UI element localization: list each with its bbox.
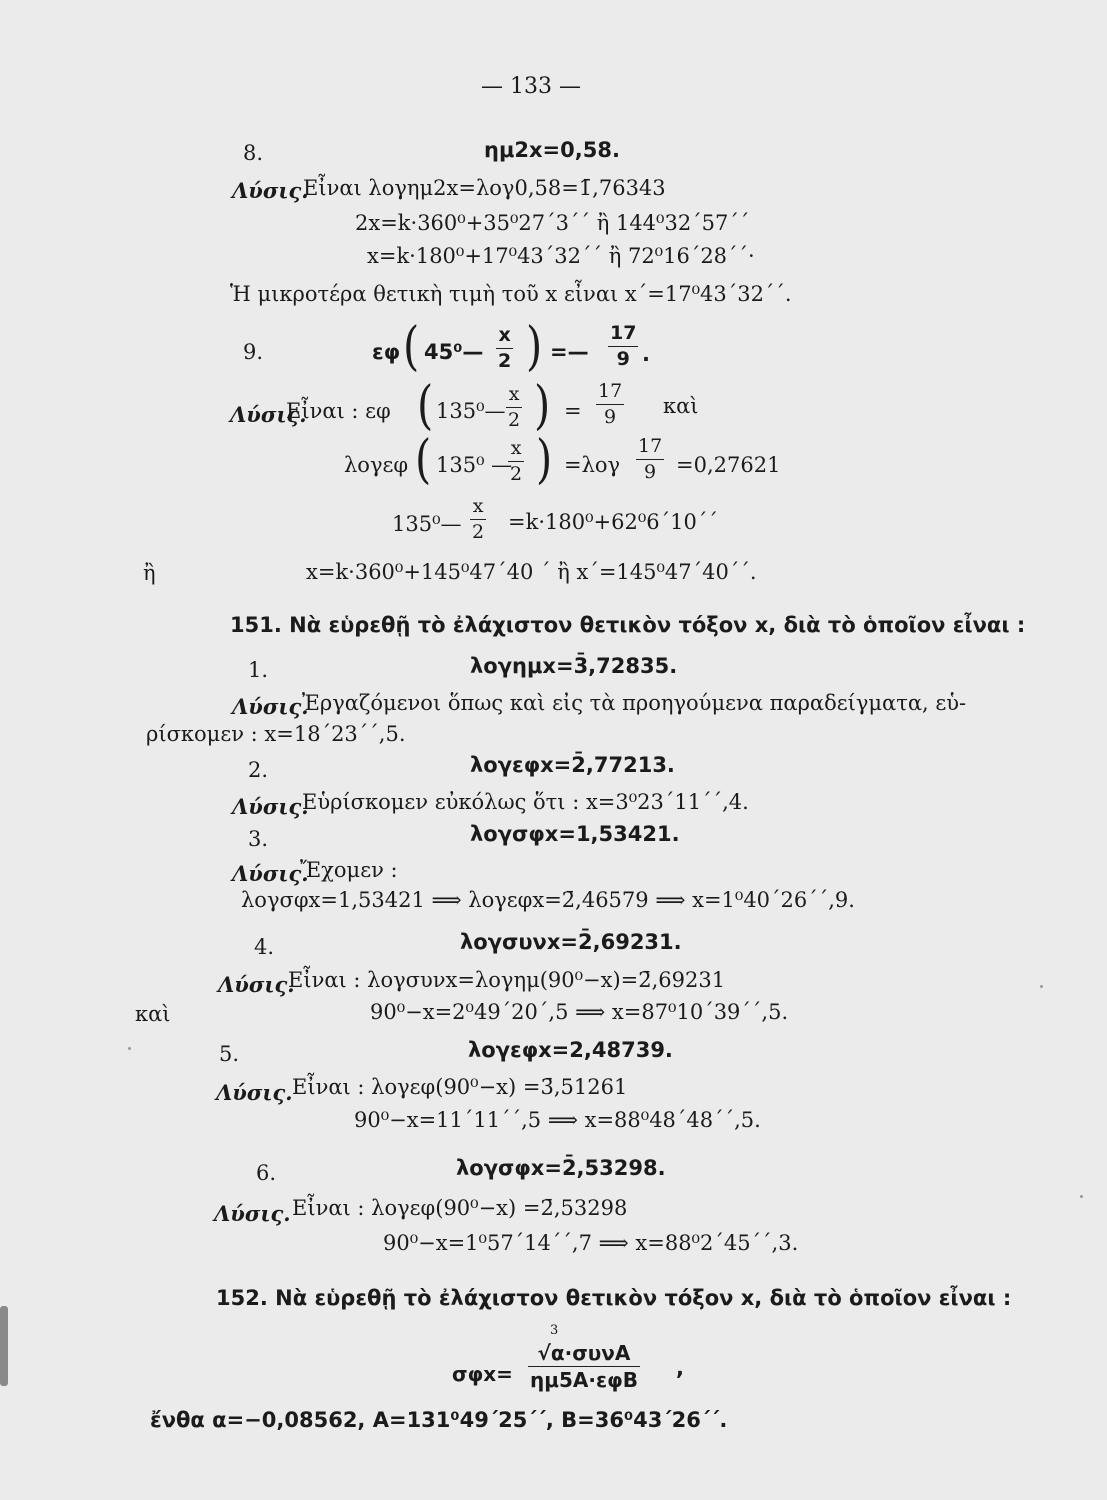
fraction-denominator: 2 (508, 409, 521, 431)
solution-label: Λύσις. (232, 861, 309, 886)
scan-speck (1080, 1195, 1083, 1198)
formula-lhs: σφx= (452, 1362, 513, 1386)
solution-label: Λύσις. (214, 1201, 291, 1226)
problem-8-line-3: x=k·180⁰+17⁰43΄32΄΄ ἢ 72⁰16΄28΄΄· (367, 244, 755, 268)
problem-9-line-1-c: = (564, 399, 582, 423)
fraction-numerator: 17 (610, 322, 637, 344)
fraction-denominator: 9 (608, 346, 638, 369)
formula-denominator: ημ5A·εφB (530, 1368, 638, 1392)
problem-8-number: 8. (243, 141, 264, 165)
scan-speck (128, 1047, 131, 1050)
solution-label: Λύσις. (232, 178, 309, 203)
problem-9-eq-func: εφ (372, 340, 401, 364)
item-6-number: 6. (256, 1161, 277, 1185)
problem-8-line-1: Εἶναι λογημ2x=λογ0,58=1̄,76343 (303, 176, 666, 200)
item-1-text-2: ρίσκομεν : x=18΄23΄΄,5. (146, 722, 406, 746)
item-1-equation: λογημx=3̄,72835. (470, 654, 678, 678)
fraction-17-over-9 (596, 382, 624, 427)
item-1-text: Ἐργαζόμενοι ὅπως καὶ εἰς τὰ προηγούμενα παραδείγματα, εὑ- (302, 691, 967, 715)
fraction-x-over-2 (496, 326, 513, 371)
formula-numerator: √α·συνA (537, 1341, 631, 1365)
fraction-numerator: x (508, 383, 520, 405)
problem-9-line-2-b: 135⁰ — (436, 453, 513, 477)
problem-8-equation: ημ2x=0,58. (484, 138, 620, 162)
fraction-denominator: 9 (596, 404, 624, 427)
page-number: — 133 — (481, 74, 581, 99)
problem-9-line-1-b: 135⁰— (436, 399, 506, 423)
item-3-number: 3. (248, 827, 269, 851)
formula-where: ἔνθα α=−0,08562, A=131⁰49΄25΄΄, B=36⁰43΄26΄΄. (150, 1408, 728, 1432)
right-paren: ) (536, 430, 553, 490)
problem-9-line-3-b: =k·180⁰+62⁰6΄10΄΄ (508, 510, 718, 534)
item-4-equation: λογσυνx=2̄,69231. (460, 930, 682, 954)
left-paren: ( (415, 430, 432, 490)
item-5-equation: λογεφx=2,48739. (468, 1038, 673, 1062)
fraction-numerator: x (510, 437, 522, 459)
item-6-equation: λογσφx=2̄,53298. (456, 1156, 666, 1180)
fraction-denominator: 9 (636, 459, 664, 482)
problem-8-line-4: Ἡ μικροτέρα θετικὴ τιμὴ τοῦ x εἶναι x΄=17⁰43΄32΄΄. (230, 282, 792, 306)
fraction-numerator: 17 (598, 380, 623, 402)
solution-label: Λύσις. (218, 972, 295, 997)
problem-9-eq-end: . (642, 342, 650, 366)
fraction-numerator: x (498, 324, 511, 346)
item-5-text: Εἶναι : λογεφ(90⁰−x) =3̄,51261 (292, 1075, 628, 1099)
problem-9-line-2-a: λογεφ (344, 453, 409, 477)
left-paren: ( (417, 376, 434, 436)
problem-9-line-2-c: =λογ (564, 453, 621, 477)
formula-fraction (528, 1343, 640, 1390)
item-4-number: 4. (254, 935, 275, 959)
item-5-line-2: 90⁰−x=11΄11΄΄,5 ⟹ x=88⁰48΄48΄΄,5. (354, 1108, 761, 1132)
item-5-number: 5. (219, 1042, 240, 1066)
item-3-text: Ἔχομεν : (300, 858, 398, 882)
exercise-152-title: 152. Νὰ εὑρεθῇ τὸ ἐλάχιστον θετικὸν τόξον x, διὰ τὸ ὁποῖον εἶναι : (216, 1286, 1012, 1310)
left-paren: ( (403, 317, 420, 377)
problem-9-line-1-a: Εἶναι : εφ (286, 399, 391, 423)
item-4-kai: καὶ (135, 1002, 171, 1026)
solution-label: Λύσις. (216, 1080, 293, 1105)
item-2-number: 2. (248, 758, 269, 782)
root-index: 3 (550, 1323, 559, 1338)
item-1-number: 1. (248, 658, 269, 682)
item-6-line-2: 90⁰−x=1⁰57΄14΄΄,7 ⟹ x=88⁰2΄45΄΄,3. (383, 1231, 799, 1255)
problem-9-line-1-d: καὶ (663, 394, 699, 418)
problem-9-line-3-a: 135⁰— (392, 512, 462, 536)
scan-speck (1040, 985, 1043, 988)
item-3-equation: λογσφx=1,53421. (470, 822, 680, 846)
item-4-text: Εἶναι : λογσυνx=λογημ(90⁰−x)=2̄,69231 (288, 968, 726, 992)
fraction-denominator: 2 (472, 521, 485, 543)
problem-9-line-2-d: =0,27621 (676, 453, 781, 477)
problem-8-line-2: 2x=k·360⁰+35⁰27΄3΄΄ ἢ 144⁰32΄57΄΄ (355, 211, 750, 235)
fraction-denominator: 2 (510, 463, 523, 485)
fraction-numerator: 17 (638, 435, 663, 457)
problem-9-line-4: x=k·360⁰+145⁰47΄40 ΄ ἢ x΄=145⁰47΄40΄΄. (306, 560, 757, 584)
right-paren: ) (526, 317, 543, 377)
fraction-x-over-2 (470, 497, 486, 542)
item-2-text: Εὑρίσκομεν εὐκόλως ὅτι : x=3⁰23΄11΄΄,4. (302, 790, 749, 814)
problem-9-eq-equals: =— (550, 340, 589, 364)
solution-label: Λύσις. (232, 694, 309, 719)
fraction-denominator: 2 (498, 350, 512, 372)
item-4-line-2: 90⁰−x=2⁰49΄20΄,5 ⟹ x=87⁰10΄39΄΄,5. (370, 1000, 789, 1024)
solution-label: Λύσις. (232, 794, 309, 819)
solution-label: Λύσις. (230, 402, 307, 427)
exercise-151-title: 151. Νὰ εὑρεθῇ τὸ ἐλάχιστον θετικὸν τόξον x, διὰ τὸ ὁποῖον εἶναι : (230, 613, 1026, 637)
problem-9-eq-angle: 45⁰— (424, 340, 484, 364)
fraction-x-over-2 (506, 385, 522, 430)
fraction-17-over-9 (608, 324, 638, 369)
scan-mark (0, 1306, 8, 1386)
fraction-x-over-2 (508, 439, 524, 484)
fraction-numerator: x (472, 495, 484, 517)
item-6-text: Εἶναι : λογεφ(90⁰−x) =2̄,53298 (292, 1196, 628, 1220)
fraction-17-over-9 (636, 437, 664, 482)
right-paren: ) (534, 376, 551, 436)
formula-comma: , (676, 1356, 684, 1380)
item-3-line-1: λογσφx=1,53421 ⟹ λογεφx=2̄,46579 ⟹ x=1⁰40΄26΄΄,9. (241, 888, 855, 912)
problem-9-line-4-or: ἢ (143, 561, 156, 585)
problem-9-number: 9. (243, 340, 264, 364)
item-2-equation: λογεφx=2̄,77213. (470, 753, 675, 777)
